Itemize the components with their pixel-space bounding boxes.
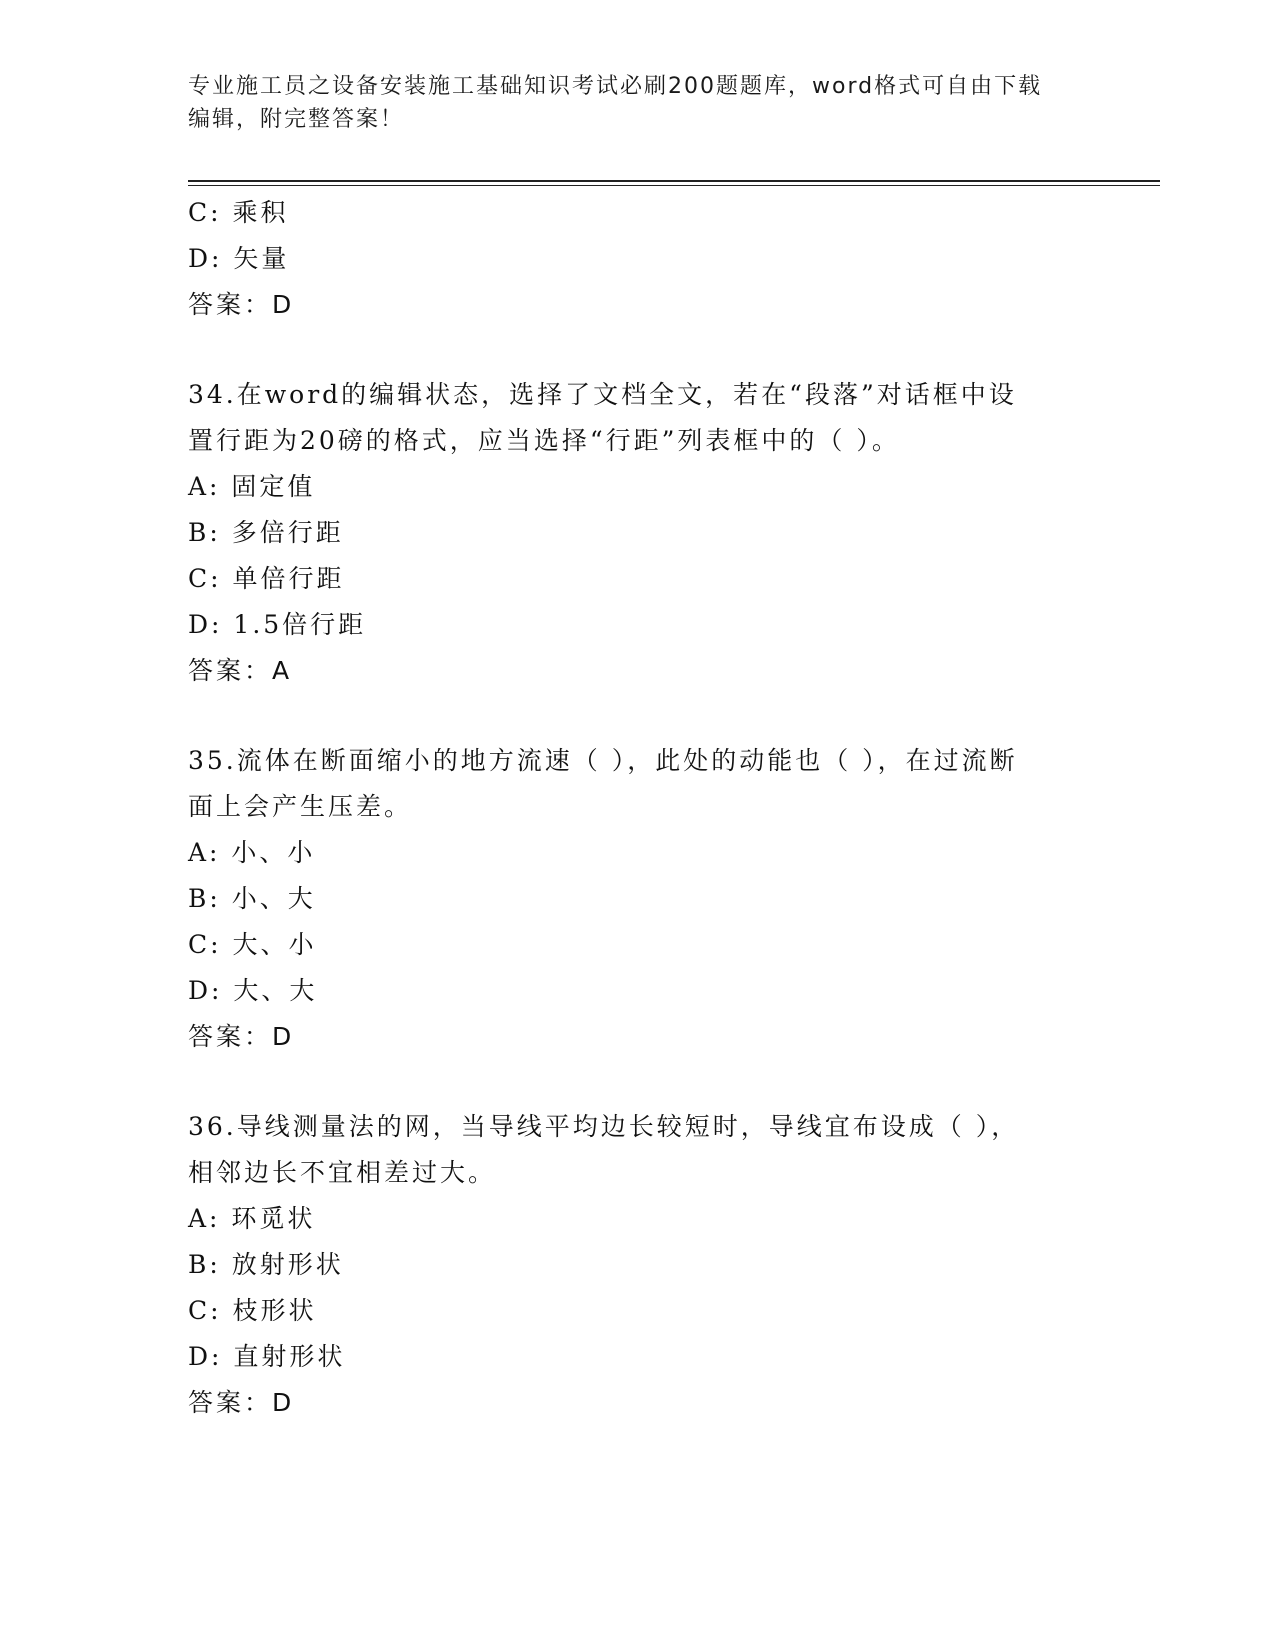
question-spacer bbox=[188, 694, 1088, 738]
question-34 bbox=[188, 372, 1088, 694]
option-b: B: 多倍行距 bbox=[188, 518, 344, 547]
answer-value: D bbox=[272, 1022, 293, 1051]
question-text-line-1: 34.在word的编辑状态，选择了文档全文，若在“段落”对话框中设 bbox=[188, 380, 1017, 409]
answer-label: 答案： bbox=[188, 1388, 273, 1417]
question-text-line-2: 相邻边长不宜相差过大。 bbox=[188, 1158, 497, 1187]
option-b: B: 小、大 bbox=[188, 884, 316, 913]
option-a: A: 固定值 bbox=[188, 472, 316, 501]
question-spacer bbox=[188, 1060, 1088, 1104]
answer-line bbox=[188, 648, 1088, 694]
answer-value: D bbox=[272, 290, 293, 319]
question-text-line-1: 36.导线测量法的网，当导线平均边长较短时，导线宜布设成（ ）， bbox=[188, 1112, 1020, 1141]
option-a: A: 环觅状 bbox=[188, 1204, 316, 1233]
answer-value: A bbox=[272, 656, 291, 685]
answer-value: D bbox=[272, 1388, 293, 1417]
option-b: B: 放射形状 bbox=[188, 1250, 344, 1279]
header-divider-thin bbox=[188, 185, 1160, 186]
question-text-line-2: 置行距为20磅的格式，应当选择“行距”列表框中的（ ）。 bbox=[188, 426, 900, 455]
option-c: C: 单倍行距 bbox=[188, 564, 345, 593]
question-36 bbox=[188, 1104, 1088, 1426]
question-text-line-2: 面上会产生压差。 bbox=[188, 792, 413, 821]
question-33-tail bbox=[188, 190, 1088, 328]
answer-line bbox=[188, 282, 1088, 328]
option-d: D: 大、大 bbox=[188, 976, 318, 1005]
option-a: A: 小、小 bbox=[188, 838, 316, 867]
answer-label: 答案： bbox=[188, 290, 273, 319]
option-d: D: 直射形状 bbox=[188, 1342, 346, 1371]
header-title-line-2: 编辑，附完整答案！ bbox=[188, 107, 405, 132]
header-divider-thick bbox=[188, 180, 1160, 182]
header-title-line-1: 专业施工员之设备安装施工基础知识考试必刷200题题库，word格式可自由下载 bbox=[188, 74, 1043, 99]
answer-label: 答案： bbox=[188, 656, 273, 685]
question-list bbox=[188, 190, 1088, 1426]
option-c: C: 乘积 bbox=[188, 198, 289, 227]
option-c: C: 大、小 bbox=[188, 930, 317, 959]
answer-line bbox=[188, 1014, 1088, 1060]
question-35 bbox=[188, 738, 1088, 1060]
question-text-line-1: 35.流体在断面缩小的地方流速（ ），此处的动能也（ ），在过流断 bbox=[188, 746, 1018, 775]
option-c: C: 枝形状 bbox=[188, 1296, 317, 1325]
answer-line bbox=[188, 1380, 1088, 1426]
option-d: D: 1.5倍行距 bbox=[188, 610, 367, 639]
option-d: D: 矢量 bbox=[188, 244, 290, 273]
document-header bbox=[188, 70, 1088, 136]
question-spacer bbox=[188, 328, 1088, 372]
answer-label: 答案： bbox=[188, 1022, 273, 1051]
